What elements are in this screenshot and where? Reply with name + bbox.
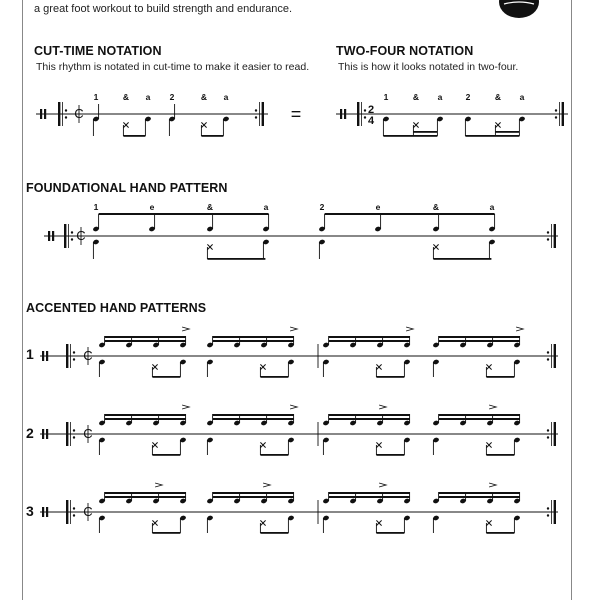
sixteenth-beam <box>495 131 519 133</box>
sixteenth-beam <box>105 418 186 420</box>
eighth-beam <box>152 376 180 378</box>
beat-count-label: & <box>432 202 440 212</box>
eighth-beam <box>260 376 288 378</box>
beat-count-label: 2 <box>465 92 471 102</box>
sixteenth-beam <box>213 496 294 498</box>
eighth-beam <box>486 376 514 378</box>
repeat-dot <box>547 507 549 509</box>
sixteenth-beam <box>105 414 186 416</box>
repeat-start-barline <box>357 102 359 126</box>
beat-count-label: 2 <box>169 92 175 102</box>
sixteenth-beam <box>329 418 410 420</box>
repeat-dot <box>73 429 75 431</box>
repeat-end-barline <box>262 102 264 126</box>
sixteenth-beam <box>439 496 520 498</box>
accent-mark <box>182 405 189 409</box>
sixteenth-beam <box>465 135 519 137</box>
repeat-dot <box>255 116 257 118</box>
beat-count-label: e <box>149 202 155 212</box>
repeat-dot <box>555 116 557 118</box>
percussion-clef <box>42 429 44 439</box>
accented-heading: ACCENTED HAND PATTERNS <box>26 301 207 315</box>
eighth-beam <box>260 454 288 456</box>
eighth-beam <box>99 213 269 215</box>
example-number-1: 1 <box>26 346 34 362</box>
eighth-beam <box>376 532 404 534</box>
cut-time-signature: C <box>83 504 93 519</box>
repeat-start-barline <box>64 224 66 248</box>
beat-count-label: a <box>519 92 525 102</box>
repeat-end-barline <box>554 344 556 368</box>
eighth-beam <box>260 532 288 534</box>
repeat-dot <box>73 507 75 509</box>
repeat-dot <box>364 116 366 118</box>
beat-count-label: 2 <box>319 202 325 212</box>
eighth-beam <box>486 454 514 456</box>
sixteenth-beam <box>413 131 437 133</box>
accent-mark <box>182 327 189 331</box>
example-number-3: 3 <box>26 503 34 519</box>
repeat-dot <box>71 238 73 240</box>
percussion-clef <box>42 507 44 517</box>
sixteenth-beam <box>213 414 294 416</box>
beat-count-label: a <box>223 92 229 102</box>
sixteenth-beam <box>439 336 520 338</box>
eighth-beam <box>486 532 514 534</box>
eighth-beam <box>152 532 180 534</box>
eighth-beam <box>207 258 265 260</box>
accent-mark <box>379 483 386 487</box>
repeat-start-barline <box>58 102 60 126</box>
percussion-clef <box>46 351 48 361</box>
eighth-beam <box>433 258 491 260</box>
beat-count-label: a <box>263 202 269 212</box>
sixteenth-beam <box>439 418 520 420</box>
eighth-beam <box>376 376 404 378</box>
beat-count-label: e <box>375 202 381 212</box>
beat-count-label: & <box>200 92 208 102</box>
repeat-end-barline <box>562 102 564 126</box>
beat-count-label: & <box>412 92 420 102</box>
repeat-dot <box>255 109 257 111</box>
accent-mark <box>516 327 523 331</box>
repeat-dot <box>73 358 75 360</box>
repeat-dot <box>547 231 549 233</box>
sixteenth-beam <box>105 496 186 498</box>
repeat-dot <box>364 109 366 111</box>
beat-count-label: & <box>122 92 130 102</box>
eighth-beam <box>201 135 223 137</box>
eighth-beam <box>123 135 145 137</box>
percussion-clef <box>42 351 44 361</box>
sixteenth-beam <box>329 492 410 494</box>
sixteenth-beam <box>439 492 520 494</box>
repeat-dot <box>73 514 75 516</box>
beat-count-label: & <box>206 202 214 212</box>
sixteenth-beam <box>439 340 520 342</box>
sixteenth-beam <box>105 492 186 494</box>
cut-time-subtitle: This rhythm is notated in cut-time to make it easier to read. <box>36 61 310 73</box>
eighth-beam <box>376 454 404 456</box>
repeat-dot <box>73 351 75 353</box>
sixteenth-beam <box>213 418 294 420</box>
sixteenth-beam <box>105 336 186 338</box>
accent-mark <box>155 483 162 487</box>
time-signature-top: 2 <box>367 104 375 116</box>
percussion-clef <box>52 231 54 241</box>
two-four-heading: TWO-FOUR NOTATION <box>336 44 474 58</box>
accent-mark <box>263 483 270 487</box>
sixteenth-beam <box>329 336 410 338</box>
repeat-dot <box>555 109 557 111</box>
sixteenth-beam <box>439 414 520 416</box>
percussion-clef <box>48 231 50 241</box>
beat-count-label: 1 <box>93 202 99 212</box>
repeat-start-barline <box>66 344 68 368</box>
two-four-subtitle: This is how it looks notated in two-four. <box>338 61 519 73</box>
sixteenth-beam <box>213 492 294 494</box>
repeat-dot <box>65 116 67 118</box>
repeat-dot <box>547 351 549 353</box>
beat-count-label: a <box>437 92 443 102</box>
sixteenth-beam <box>383 135 437 137</box>
repeat-end-barline <box>554 500 556 524</box>
repeat-start-barline <box>66 422 68 446</box>
beat-count-label: a <box>489 202 495 212</box>
sixteenth-beam <box>329 496 410 498</box>
sixteenth-beam <box>105 340 186 342</box>
accent-mark <box>290 405 297 409</box>
cut-time-signature: C <box>76 228 86 243</box>
accent-mark <box>379 405 386 409</box>
cut-time-signature: C <box>83 426 93 441</box>
percussion-clef <box>40 109 42 119</box>
repeat-dot <box>73 436 75 438</box>
eighth-beam <box>325 213 495 215</box>
repeat-dot <box>547 514 549 516</box>
eighth-beam <box>152 454 180 456</box>
foundational-heading: FOUNDATIONAL HAND PATTERN <box>26 181 228 195</box>
beat-count-label: 1 <box>93 92 99 102</box>
beat-count-label: & <box>494 92 502 102</box>
repeat-end-barline <box>554 224 556 248</box>
cut-time-signature: C <box>83 348 93 363</box>
sixteenth-beam <box>213 336 294 338</box>
sixteenth-beam <box>213 340 294 342</box>
percussion-clef <box>344 109 346 119</box>
time-signature-bottom: 4 <box>367 115 375 127</box>
cut-time-signature: C <box>74 106 84 121</box>
accent-mark <box>290 327 297 331</box>
repeat-dot <box>65 109 67 111</box>
repeat-start-barline <box>66 500 68 524</box>
sixteenth-beam <box>329 340 410 342</box>
sixteenth-beam <box>329 414 410 416</box>
repeat-dot <box>547 358 549 360</box>
beat-count-label: 1 <box>383 92 389 102</box>
equals-sign: = <box>290 104 302 124</box>
accent-mark <box>489 405 496 409</box>
percussion-clef <box>44 109 46 119</box>
accent-mark <box>406 327 413 331</box>
beat-count-label: a <box>145 92 151 102</box>
repeat-dot <box>547 436 549 438</box>
repeat-end-barline <box>554 422 556 446</box>
percussion-clef <box>46 507 48 517</box>
percussion-clef <box>340 109 342 119</box>
cut-time-heading: CUT-TIME NOTATION <box>34 44 162 58</box>
intro-text: a great foot workout to build strength and endurance. <box>34 3 293 15</box>
accent-mark <box>489 483 496 487</box>
example-number-2: 2 <box>26 425 34 441</box>
percussion-clef <box>46 429 48 439</box>
repeat-dot <box>71 231 73 233</box>
repeat-dot <box>547 429 549 431</box>
repeat-dot <box>547 238 549 240</box>
